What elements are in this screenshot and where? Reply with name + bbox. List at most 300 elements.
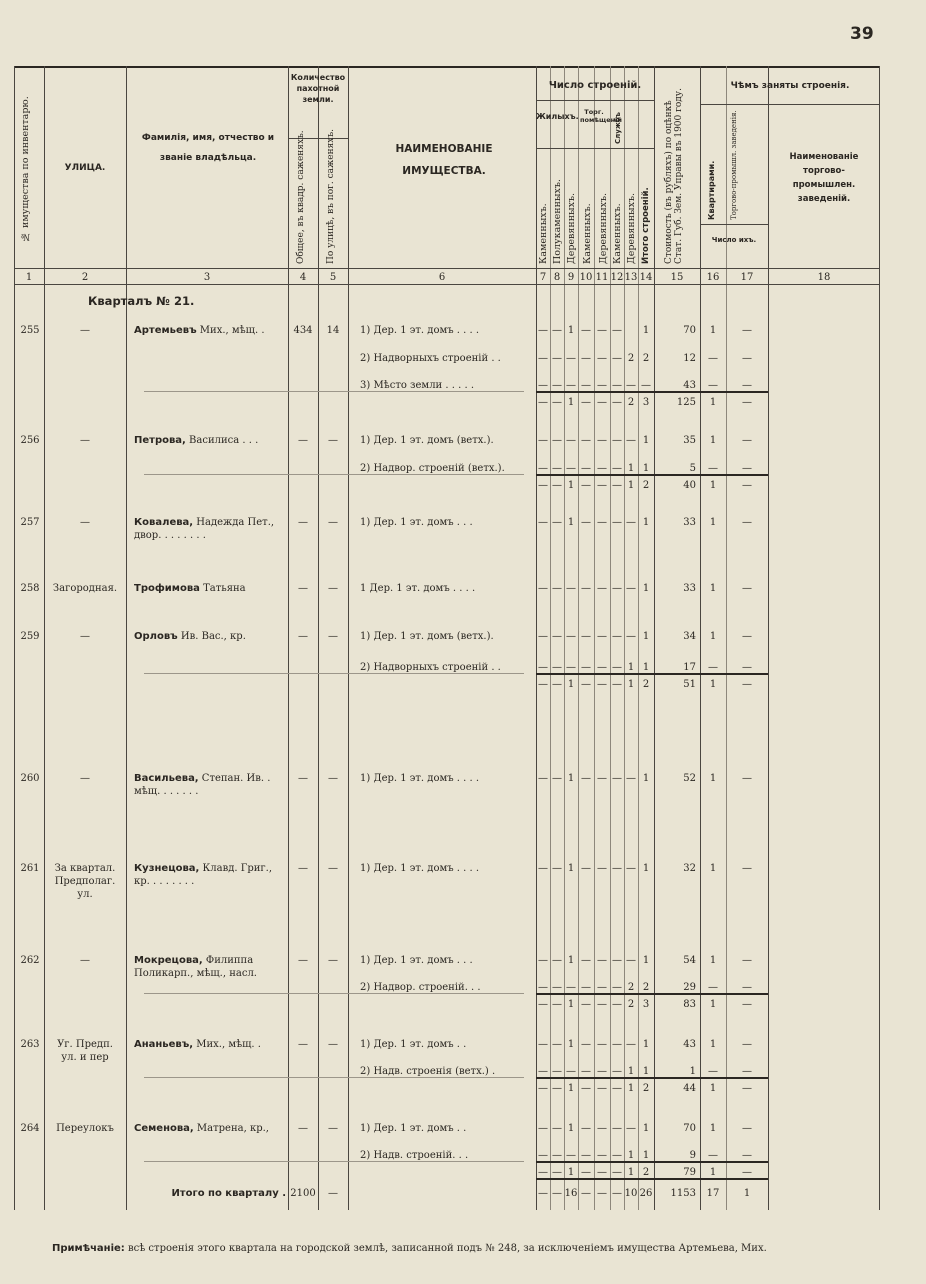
column-number: 15 [670,272,684,283]
total-apartments: 17 [706,1188,720,1199]
building-count-cell: — [581,863,591,874]
street-cell: — [80,325,90,336]
building-count-cell: — [612,1150,622,1161]
building-count-cell: — [538,955,548,966]
header-land-qty: Количество пахотной земли. [290,73,346,104]
owner-cell [134,1122,288,1135]
building-count-cell: — [641,380,651,391]
building-count-cell: — [566,583,576,594]
value-cell: 52 [683,773,696,784]
value-cell: 54 [683,955,696,966]
header-semistone: Полукаменныхъ. [552,179,563,264]
enterprises-cell: — [742,955,752,966]
inventory-number: 259 [20,631,40,642]
building-count-cell: 1 [567,517,575,528]
building-count-cell: — [538,583,548,594]
building-count-cell: 1 [642,463,650,474]
building-count-cell: — [597,999,607,1010]
header-inv-no: № имущества по инвентарю. [20,96,31,242]
building-count-cell: 2 [627,999,635,1010]
enterprises-cell: — [742,999,752,1010]
building-count-cell: — [538,662,548,673]
enterprises-cell: — [742,1083,752,1094]
building-count-cell: — [597,517,607,528]
building-count-cell: — [581,397,591,408]
building-count-cell: — [581,353,591,364]
building-count-cell: 2 [627,397,635,408]
enterprises-cell: — [742,1039,752,1050]
apartments-cell: 1 [709,631,717,642]
building-count-cell: — [612,463,622,474]
inventory-number: 257 [20,517,40,528]
building-count-cell: 2 [642,982,650,993]
land-total-cell: — [298,631,308,642]
value-cell: 70 [683,1123,696,1134]
column-number: 3 [203,272,211,283]
building-count-cell: — [581,380,591,391]
building-count-cell: — [581,1083,591,1094]
enterprises-cell: — [742,1066,752,1077]
value-cell: 17 [683,662,696,673]
header-stone3: Каменныхъ. [612,203,623,264]
building-count-cell: 3 [642,999,650,1010]
building-count-cell: 1 [567,773,575,784]
apartments-cell: 1 [709,955,717,966]
building-count-cell: 1 [627,1066,635,1077]
total-enterprises: 1 [743,1188,751,1199]
building-count-cell: 1 [642,583,650,594]
building-count-cell: — [566,1066,576,1077]
apartments-cell: 1 [709,679,717,690]
land-total-cell: — [298,955,308,966]
inventory-number: 255 [20,325,40,336]
building-count-cell: — [552,1150,562,1161]
land-street-cell: — [328,631,338,642]
property-item: 2) Надв. строенія (ветх.) . [360,1066,496,1077]
land-street-cell: 14 [326,325,340,336]
property-item: 1) Дер. 1 эт. домъ . . . . [360,325,480,336]
building-count-cell: — [566,662,576,673]
column-number: 7 [539,272,547,283]
owner-cell-continued: кр. . . . . . . . [134,876,195,887]
inventory-number: 264 [20,1123,40,1134]
property-item: 1) Дер. 1 эт. домъ . . . . [360,863,480,874]
building-count-cell: — [597,1167,607,1178]
building-count-cell: 1 [642,435,650,446]
building-count-cell: — [581,583,591,594]
enterprises-cell: — [742,1123,752,1134]
value-cell: 32 [683,863,696,874]
land-total-cell: — [298,773,308,784]
building-count-cell: — [597,353,607,364]
value-cell: 34 [683,631,696,642]
value-cell: 43 [683,1039,696,1050]
apartments-cell: 1 [709,773,717,784]
building-count-cell: 1 [567,325,575,336]
building-count-cell: 1 [567,863,575,874]
building-count-cell: — [612,353,622,364]
building-count-cell: — [538,463,548,474]
building-count-cell: 1 [642,662,650,673]
building-count-cell: — [581,999,591,1010]
street-cell: За квартал. [54,863,116,874]
building-count-cell: — [538,1123,548,1134]
building-count-cell: 1 [567,1167,575,1178]
building-count-cell: — [597,631,607,642]
building-count-cell: — [612,863,622,874]
building-count-cell: 1 [627,480,635,491]
table-left-border [14,66,15,1210]
building-count-cell: — [626,773,636,784]
building-count-cell: — [626,1123,636,1134]
street-cell: Загородная. [52,583,118,594]
apartments-cell: — [708,380,718,391]
value-cell: 51 [683,679,696,690]
building-count-cell: — [612,1167,622,1178]
value-cell: 43 [683,380,696,391]
building-count-cell: — [612,1123,622,1134]
building-count-cell: — [612,982,622,993]
column-number: 9 [567,272,575,283]
enterprises-cell: — [742,435,752,446]
owner-surname: Артемьевъ [134,325,197,336]
property-item: 1) Дер. 1 эт. домъ . . . [360,955,473,966]
header-occupied-by: Чѣмъ заняты строенія. [730,81,850,91]
building-count-cell: — [612,1039,622,1050]
building-count-cell: 2 [642,1167,650,1178]
owner-surname: Петрова, [134,435,186,446]
building-count-cell: — [552,662,562,673]
building-count-cell: 1 [567,1123,575,1134]
building-count-cell: — [538,1066,548,1077]
header-trade-enterprises: Торгово-промышл. заведенія. [730,110,738,220]
owner-surname: Трофимова [134,583,200,594]
footnote [52,1243,767,1254]
enterprises-cell: — [742,773,752,784]
building-count-cell: — [626,1039,636,1050]
land-total-cell: — [298,1039,308,1050]
building-count-cell: — [552,1167,562,1178]
building-count-cell: 1 [627,679,635,690]
building-count-cell: 1 [627,1167,635,1178]
building-count-cell: — [612,1066,622,1077]
street-cell: — [80,631,90,642]
apartments-cell: — [708,1066,718,1077]
value-cell: 83 [683,999,696,1010]
land-street-cell: — [328,1039,338,1050]
building-count-cell: — [566,435,576,446]
building-count-cell: 2 [642,353,650,364]
land-total-cell: — [298,1123,308,1134]
enterprises-cell: — [742,353,752,364]
value-cell: 70 [683,325,696,336]
land-street-cell: — [328,583,338,594]
building-count-cell: — [581,1066,591,1077]
building-count-cell: — [581,1167,591,1178]
building-count-cell: — [538,517,548,528]
building-count-cell: — [626,583,636,594]
building-count-cell: 2 [642,1083,650,1094]
building-count-cell: — [538,999,548,1010]
inventory-number: 263 [20,1039,40,1050]
building-count-cell: — [597,679,607,690]
apartments-cell: — [708,353,718,364]
owner-surname: Васильева, [134,773,199,784]
building-count-cell: — [566,1150,576,1161]
value-cell: 33 [683,517,696,528]
header-service: Службъ [614,112,622,144]
building-count-cell: — [538,1150,548,1161]
land-total-cell: — [298,517,308,528]
building-count-cell: — [538,353,548,364]
building-count-cell: 1 [627,662,635,673]
building-count-cell: — [626,435,636,446]
building-count-cell: — [552,397,562,408]
apartments-cell: 1 [709,517,717,528]
building-count-cell: — [538,380,548,391]
value-cell: 125 [676,397,696,408]
building-count-cell: — [597,583,607,594]
column-number: 1 [25,272,33,283]
land-street-cell: — [328,863,338,874]
street-cell: — [80,517,90,528]
building-count-cell: 1 [642,1123,650,1134]
building-count-cell: — [552,435,562,446]
building-count-cell: 1 [567,397,575,408]
column-number: 2 [81,272,89,283]
land-street-cell: — [328,517,338,528]
building-count-cell: — [612,773,622,784]
building-count-cell: — [566,353,576,364]
property-item: 1) Дер. 1 эт. домъ (ветх.). [360,435,494,446]
building-count-cell: — [552,1039,562,1050]
building-count-cell: — [612,999,622,1010]
property-item: 1) Дер. 1 эт. домъ . . . . [360,773,480,784]
land-total-cell: — [298,583,308,594]
building-count-cell: — [581,1039,591,1050]
street-cell: Уг. Предп. [57,1039,113,1050]
owner-cell [134,954,288,980]
building-count-cell: — [566,463,576,474]
enterprises-cell: — [742,517,752,528]
header-residential: Жилыхъ. [536,112,579,121]
column-number: 8 [553,272,561,283]
building-count-cell: — [626,631,636,642]
value-cell: 44 [683,1083,696,1094]
building-count-cell: — [581,631,591,642]
owner-details: Мих., мѣщ. . [196,325,265,336]
building-count-cell: 1 [642,955,650,966]
building-count-cell: 2 [627,353,635,364]
building-count-cell: — [538,773,548,784]
building-count-cell: — [566,380,576,391]
building-count-cell: — [552,1123,562,1134]
building-count-cell: — [612,517,622,528]
building-count-cell: — [552,1066,562,1077]
building-count-cell: — [552,325,562,336]
building-count-cell: — [581,325,591,336]
building-count-cell: 2 [627,982,635,993]
column-number: 17 [740,272,754,283]
enterprises-cell: — [742,662,752,673]
total-label: Итого по кварталу . [171,1188,286,1199]
building-count-cell: — [552,480,562,491]
land-street-cell: — [328,773,338,784]
building-count-cell: — [552,631,562,642]
header-wooden2: Деревянныхъ. [598,192,609,264]
owner-details: Татьяна [199,583,246,594]
land-total-cell: 434 [293,325,313,336]
building-count-cell: — [612,583,622,594]
footnote-label: Примѣчаніе: [52,1243,125,1254]
building-count-cell: — [552,999,562,1010]
property-item: 2) Надворныхъ строеній . . [360,662,501,673]
apartments-cell: 1 [709,435,717,446]
header-land-street: По улицѣ, въ пог. саженяхъ. [326,129,336,264]
building-count-cell: 1 [567,955,575,966]
building-count-cell: — [597,1066,607,1077]
building-count-cell: — [552,463,562,474]
property-item: 2) Надвор. строеній (ветх.). [360,463,505,474]
owner-surname: Семенова, [134,1123,194,1134]
owner-cell [134,630,288,643]
building-count-cell: — [581,480,591,491]
header-apartments: Квартирами. [707,160,716,220]
building-count-cell: — [597,397,607,408]
owner-cell [134,1038,288,1051]
property-item: 3) Мѣсто земли . . . . . [360,380,474,391]
land-total-cell: — [298,863,308,874]
building-count-cell: — [538,435,548,446]
total-wooden-service: 10 [624,1188,638,1199]
header-property: НАИМЕНОВАНІЕ ИМУЩЕСТВА. [395,143,493,177]
building-count-cell: 1 [627,1150,635,1161]
land-street-cell: — [328,435,338,446]
building-count-cell: — [597,480,607,491]
apartments-cell: 1 [709,999,717,1010]
building-count-cell: — [626,955,636,966]
property-item: 2) Надв. строеній. . . [360,1150,469,1161]
building-count-cell: — [597,1039,607,1050]
land-total-cell: — [298,435,308,446]
header-total-buildings: Итого строеній. [641,187,651,264]
property-item: 2) Надвор. строеній. . . [360,982,481,993]
owner-cell [134,862,288,875]
building-count-cell: — [612,325,622,336]
value-cell: 12 [683,353,696,364]
building-count-cell: — [581,679,591,690]
inventory-table: № имущества по инвентарю. УЛИЦА. Фамилія, имя, отчество и званіе владѣльца. Количество пахотной земли. Общее, въ квадр. саженяхъ. По улицѣ, въ пог. саженяхъ. НАИМЕНОВАНІЕ ИМУЩЕСТВА. Число строеній. Жилыхъ. Торг. помѣщеній Службъ Каменныхъ. Полукаменныхъ. Деревянныхъ. Каменныхъ. Деревянныхъ. Каменныхъ. Деревянныхъ. Итого строеній. Стоимость (въ рубляхъ) по оцѣнкѣ Стат. Губ. Зем. Управы въ 1900 году. Чѣмъ заняты строенія. Квартирами. Торгово-промышл. заведенія. Число ихъ. Наименованіе торгово-промышлен. заведеній. 1 2 3 4 5 6 7 8 9 10 11 12 13 14 15 16 17 18 Кварталъ № 21. 255 — Артемьевъ Мих., мѣщ. . 434 14 1) Дер. 1 эт. домъ . . . . — — 1 — — — 1 70 1 — 2) Надворныхъ строеній . . — — — — — — 2 2 12 — — 3) Мѣсто земли . . . . . — — — — — — — — 43 — — — — 1 — — — 2 3 125 1 — 256 — Петрова, Василиса . . . — — 1) Дер. 1 эт. домъ (ветх.). — — — — — — — 1 35 1 — 2) Надвор. строеній (ветх.). — — — — — — 1 1 5 — — — — 1 — — — 1 2 40 1 — 257 — Ковалева, Надежда Пет., двор. . . . . . . . — — 1) Дер. 1 эт. домъ . . . — — 1 — — — — 1 33 1 — 258 Загородная. Трофимова Татьяна — — 1 Дер. 1 эт. домъ . . . . — — — — — — — 1 33 1 — 259 — Орловъ Ив. Вас., кр. — — 1) Дер. 1 эт. домъ (ветх.). — — — — — — — 1 34 1 — 2) Надворныхъ строеній . . — — — — — — 1 1 17 — — — — 1 — — — 1 2 51 1 — 260 — Васильева, Степан. Ив. . мѣщ. . . . . . . — — 1) Дер. 1 эт. домъ . . . . — — 1 — — — — 1 52 1 — 261 За квартал. Предполаг. ул. Кузнецова, Клавд. Григ., кр. . . . . . . . — — 1) Дер. 1 эт. домъ . . . . — — 1 — — — — 1 32 1 — 262 — Мокрецова, Филиппа Поликарп., мѣщ., насл. — — 1) Дер. 1 эт. домъ . . . — — 1 — — — — 1 54 1 — 2) Надвор. строеній. . . — — — — — — 2 2 29 — — — — 1 — — — 2 3 83 1 — 263 Уг. Предп. ул. и пер Ананьевъ, Мих., мѣщ. . — — 1) Дер. 1 эт. домъ . . — — 1 — — — — 1 43 1 — 2) Надв. строенія (ветх.) . — — — — — — 1 1 1 — — — — 1 — — — 1 2 44 1 — 264 Переулокъ Семенова, Матрена, кр., — — 1) Дер. 1 эт. домъ . . — — 1 — — — — 1 70 1 — 2) Надв. строеній. . . — — — — — — 1 1 9 — — — — 1 — — — 1 2 79 1 — Итого по кварталу . 2100 — — — 16 — — — 10 26 1153 17 1 [14,66,880,1210]
building-count-cell: — [552,863,562,874]
enterprises-cell: — [742,863,752,874]
building-count-cell: — [538,480,548,491]
enterprises-cell: — [742,982,752,993]
building-count-cell: 1 [627,1083,635,1094]
building-count-cell: — [626,380,636,391]
owner-details: Надежда Пет., [193,517,275,528]
building-count-cell: — [581,517,591,528]
building-count-cell: — [612,631,622,642]
building-count-cell: — [612,397,622,408]
value-cell: 33 [683,583,696,594]
building-count-cell: — [566,982,576,993]
inventory-number: 258 [20,583,40,594]
owner-cell-continued: двор. . . . . . . . [134,530,206,541]
header-value: Стоимость (въ рубляхъ) по оцѣнкѣ Стат. Губ. Зем. Управы въ 1900 году. [664,88,684,264]
total-value: 1153 [670,1188,696,1199]
apartments-cell: 1 [709,1039,717,1050]
building-count-cell: — [612,380,622,391]
building-count-cell: — [566,631,576,642]
building-count-cell: — [597,863,607,874]
building-count-cell: — [552,583,562,594]
owner-details: Филиппа Поликарп., мѣщ., насл. [134,955,257,979]
enterprises-cell: — [742,380,752,391]
building-count-cell: — [538,397,548,408]
enterprises-cell: — [742,325,752,336]
enterprises-cell: — [742,463,752,474]
building-count-cell: 1 [627,463,635,474]
building-count-cell: — [597,773,607,784]
building-count-cell: — [552,679,562,690]
column-number: 10 [579,272,593,283]
owner-cell [134,516,288,529]
land-street-cell: — [328,1123,338,1134]
inventory-number: 256 [20,435,40,446]
building-count-cell: 2 [642,679,650,690]
owner-cell [134,434,288,447]
value-cell: 1 [689,1066,696,1077]
apartments-cell: 1 [709,583,717,594]
building-count-cell: — [552,1083,562,1094]
owner-surname: Ковалева, [134,517,194,528]
value-cell: 35 [683,435,696,446]
column-number: 6 [438,272,446,283]
building-count-cell: — [612,480,622,491]
building-count-cell: — [581,662,591,673]
building-count-cell: — [581,982,591,993]
owner-cell [134,582,288,595]
footnote-text: всѣ строенія этого квартала на городской землѣ, записанной подъ № 248, за исключеніемъ имущества Артемьева, Мих. [124,1243,767,1254]
owner-surname: Ананьевъ, [134,1039,194,1050]
apartments-cell: 1 [709,325,717,336]
apartments-cell: — [708,982,718,993]
building-count-cell: — [612,955,622,966]
header-trade: Торг. помѣщеній [580,108,622,124]
column-number: 11 [595,272,609,283]
building-count-cell: — [626,517,636,528]
apartments-cell: 1 [709,1083,717,1094]
street-cell: ул. [77,889,93,900]
owner-details: Матрена, кр., [193,1123,269,1134]
building-count-cell: — [538,863,548,874]
building-count-cell: 1 [642,1039,650,1050]
header-enterprise-name: Наименованіе торгово-промышлен. заведеній. [789,152,859,204]
enterprises-cell: — [742,1150,752,1161]
building-count-cell: — [597,955,607,966]
street-cell: — [80,435,90,446]
building-count-cell: 1 [642,773,650,784]
building-count-cell: — [552,517,562,528]
building-count-cell: — [612,662,622,673]
building-count-cell: 1 [642,325,650,336]
building-count-cell: 1 [642,1150,650,1161]
header-wooden3: Деревянныхъ. [626,192,637,264]
quarter-title: Кварталъ № 21. [88,294,195,308]
apartments-cell: — [708,463,718,474]
apartments-cell: 1 [709,397,717,408]
column-number: 18 [817,272,831,283]
